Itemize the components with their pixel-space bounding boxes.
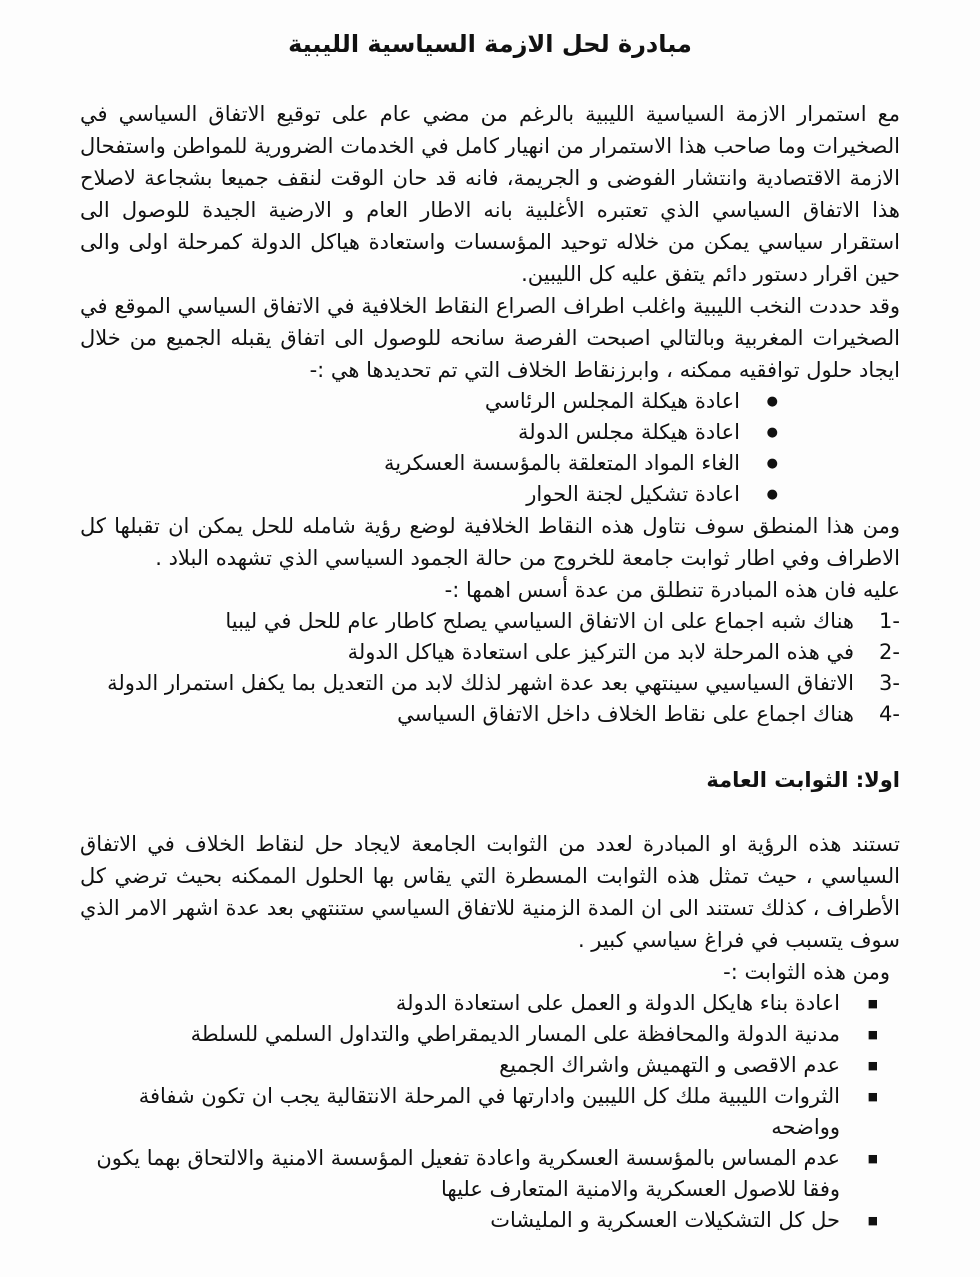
list-number: -3 <box>879 671 900 695</box>
list-item: ■ الثروات الليبية ملك كل الليبين وادارتها في المرحلة الانتقالية يجب ان تكون شفافة وواضحه <box>80 1081 900 1143</box>
list-item <box>80 606 900 637</box>
list-item: ● اعادة هيكلة مجلس الدولة <box>80 417 900 448</box>
list-item: ■ حل كل التشكيلات العسكرية و المليشات <box>80 1205 900 1236</box>
list-item: ■ اعادة بناء هايكل الدولة و العمل على استعادة الدولة <box>80 988 900 1019</box>
list-text: في هذه المرحلة لابد من التركيز على استعادة هياكل الدولة <box>347 640 854 664</box>
foundations-intro: عليه فان هذه المبادرة تنطلق من عدة أسس اهمها :- <box>444 578 900 602</box>
list-number: -2 <box>879 640 900 664</box>
section-paragraph: تستند هذه الرؤية او المبادرة لعدد من الثوابت الجامعة لايجاد حل لنقاط الخلاف في الاتفاق السياسي ، حيث تمثل هذه الثوابت المسطرة التي يقاس بها الحلول الممكنه بحيث ترضي كل الأطراف ، كذلك تستند الى ان المدة الزمنية للاتفاق السياسي ستنتهي بعد عدة اشهر الامر الذي سوف يتسبب في فراغ سياسي كبير . <box>80 832 900 952</box>
list-text: هناك شبه اجماع على ان الاتفاق السياسي يصلح كاطار عام للحل في ليبيا <box>225 609 854 633</box>
list-item: ● الغاء المواد المتعلقة بالمؤسسة العسكرية <box>80 448 900 479</box>
list-item <box>80 699 900 730</box>
intro-paragraph-2: وقد حددت النخب الليبية واغلب اطراف الصراع النقاط الخلافية في الاتفاق السياسي الموقع في الصخيرات المغربية وبالتالي اصبحت الفرصة سانحه للوصول الى اتفاق يقبله الجميع من خلال ايجاد حلول توافقيه ممكنه ، وابرزنقاط الخلاف التي تم تحديدها هي :- <box>80 294 900 382</box>
list-item: ■ مدنية الدولة والمحافظة على المسار الديمقراطي والتداول السلمي للسلطة <box>80 1019 900 1050</box>
list-text: الاتفاق السياسيي سينتهي بعد عدة اشهر لذلك لابد من التعديل بما يكفل استمرار الدولة <box>107 671 854 695</box>
disputes-list <box>80 386 900 510</box>
section-heading: اولا: الثوابت العامة <box>706 768 900 792</box>
approach-paragraph: ومن هذا المنطق سوف نتاول هذه النقاط الخلافية لوضع رؤية شامله للحل يمكن ان تقبلها كل الاطراف وفي اطار ثوابت جامعة للخروج من حالة الجمود السياسي الذي تشهده البلاد . <box>80 514 900 570</box>
list-item: ● اعادة هيكلة المجلس الرئاسي <box>80 386 900 417</box>
list-item: ● اعادة تشكيل لجنة الحوار <box>80 479 900 510</box>
list-number: -4 <box>879 702 900 726</box>
foundations-list <box>80 606 900 730</box>
list-item: ■ عدم المساس بالمؤسسة العسكرية واعادة تفعيل المؤسسة الامنية والالتحاق بهما يكون وفقا للاصول العسكرية والامنية المتعارف عليها <box>80 1143 900 1205</box>
list-item: ■ عدم الاقصى و التهميش واشراك الجميع <box>80 1050 900 1081</box>
list-item <box>80 637 900 668</box>
document-title: مبادرة لحل الازمة السياسية الليبية <box>288 30 692 58</box>
list-number: -1 <box>879 609 900 633</box>
principles-list <box>80 988 900 1236</box>
list-text: هناك اجماع على نقاط الخلاف داخل الاتفاق السياسي <box>397 702 854 726</box>
list-item <box>80 668 900 699</box>
intro-paragraph-1: مع استمرار الازمة السياسية الليبية بالرغم من مضي عام على توقيع الاتفاق السياسي في الصخيرات وما صاحب هذا الاستمرار من انهيار كامل في الخدمات الضرورية للمواطن واستفحال الازمة الاقتصادية وانتشار الفوضى و الجريمة، فانه قد حان الوقت لنقف جميعا بشجاعة لاصلاح هذا الاتفاق السياسي الذي تعتبره الأغلبية بانه الاطار العام و الارضية الجيدة للوصول الى استقرار سياسي يمكن من خلاله توحيد المؤسسات واستعادة هياكل الدولة كمرحلة اولى والى حين اقرار دستور دائم يتفق عليه كل الليبين. <box>80 102 900 286</box>
section-list-intro: ومن هذه الثوابت :- <box>723 960 890 984</box>
